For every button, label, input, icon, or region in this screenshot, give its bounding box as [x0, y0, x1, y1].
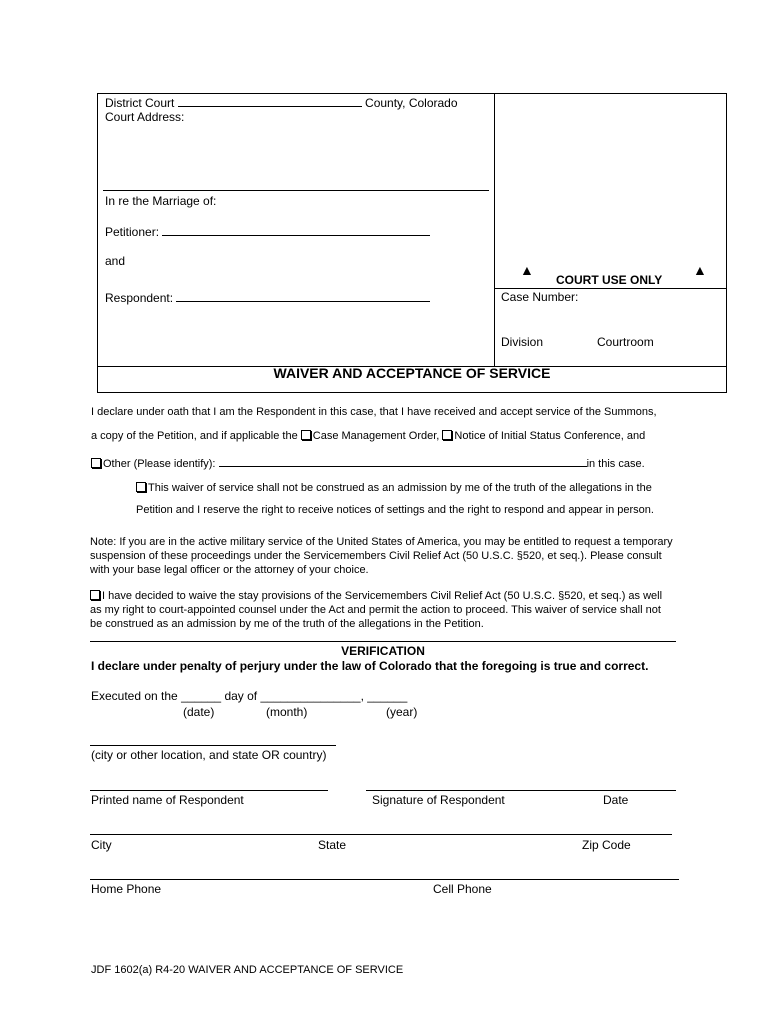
other-line: [91, 455, 645, 471]
date-caption: (date): [183, 705, 215, 719]
state-label: State: [318, 838, 347, 852]
and-label: and: [105, 254, 126, 268]
status-conference-label: Notice of Initial Status Conference, and: [454, 430, 646, 442]
county-field[interactable]: [178, 95, 362, 107]
verification-heading: VERIFICATION: [341, 644, 425, 658]
zip-label: Zip Code: [582, 838, 631, 852]
cell-phone-label: Cell Phone: [433, 882, 492, 896]
declaration-line-2-prefix: a copy of the Petition, and if applicable the: [91, 430, 298, 442]
court-address-label: Court Address:: [105, 110, 185, 124]
courtroom-label: Courtroom: [597, 335, 654, 349]
other-field[interactable]: [219, 455, 587, 467]
declaration-line-1: I declare under oath that I am the Respondent in this case, that I have received and accept service of the Summons,: [91, 406, 657, 418]
footer: JDF 1602(a) R4-20 WAIVER AND ACCEPTANCE OF SERVICE: [91, 964, 404, 976]
stay-waiver-paragraph: [90, 589, 675, 631]
stay-waiver-checkbox[interactable]: [90, 590, 100, 600]
respondent-field[interactable]: [176, 290, 430, 302]
case-management-label: Case Management Order,: [312, 430, 440, 442]
signature-label: Signature of Respondent: [372, 793, 505, 807]
signature-field[interactable]: [366, 790, 676, 791]
executed-on-line: Executed on the ______ day of _______________, ______: [91, 689, 408, 703]
home-phone-label: Home Phone: [91, 882, 162, 896]
in-this-case-label: in this case.: [586, 458, 645, 470]
other-label: Other (Please identify):: [103, 458, 216, 470]
district-court-prefix: District Court: [105, 96, 175, 110]
address-field[interactable]: [90, 834, 672, 835]
phone-field[interactable]: [90, 879, 679, 880]
respondent-label: Respondent:: [105, 291, 174, 305]
respondent-line: [105, 290, 430, 305]
verification-statement: I declare under penalty of perjury under the law of Colorado that the foregoing is true and correct.: [91, 659, 649, 673]
printed-name-label: Printed name of Respondent: [91, 793, 244, 807]
waiver-line-2: Petition and I reserve the right to receive notices of settings and the right to respond and appear in person.: [136, 504, 654, 516]
marriage-label: In re the Marriage of:: [105, 194, 217, 208]
court-use-only: COURT USE ONLY: [556, 273, 663, 287]
caption-divider: [494, 93, 495, 367]
page-title: WAIVER AND ACCEPTANCE OF SERVICE: [273, 365, 551, 381]
date-label: Date: [603, 793, 629, 807]
petitioner-label: Petitioner:: [105, 225, 160, 239]
address-rule: [103, 190, 489, 191]
verification-rule: [90, 641, 676, 642]
waiver-line-1: [136, 482, 652, 495]
military-note: Note: If you are in the active military service of the United States of America, you may be entitled to request a temporary suspension of these proceedings under the Servicemembers Civil Relief Act (50 U.S.C. §520, et seq.). Please consult with your base legal officer or the attorney of your choice.: [90, 536, 673, 576]
waiver-line-1-text: This waiver of service shall not be construed as an admission by me of the truth of the allegations in the: [148, 482, 652, 494]
declaration-line-2: [91, 430, 645, 443]
case-number-label: Case Number:: [501, 290, 579, 304]
division-label: Division: [501, 335, 544, 349]
district-court-line: [105, 95, 458, 110]
petitioner-line: [105, 224, 430, 239]
printed-name-field[interactable]: [90, 790, 328, 791]
stay-waiver-text: I have decided to waive the stay provisions of the Servicemembers Civil Relief Act (50 U.S.C. §520, et seq.) as well as my right to court-appointed counsel under the Act and permit the action to proceed. This waiver of service shall not be construed as an admission by me of the truth of the allegations in the Petition.: [90, 590, 663, 630]
case-management-checkbox[interactable]: [301, 430, 311, 440]
arrow-up-icon: ▲: [520, 262, 534, 278]
year-caption: (year): [386, 705, 418, 719]
location-field[interactable]: [90, 745, 336, 746]
other-checkbox[interactable]: [91, 458, 101, 468]
court-use-rule: [494, 288, 727, 289]
petitioner-field[interactable]: [162, 224, 430, 236]
city-label: City: [91, 838, 112, 852]
arrow-up-icon: ▲: [693, 262, 707, 278]
district-court-suffix: County, Colorado: [365, 96, 458, 110]
waiver-checkbox[interactable]: [136, 482, 146, 492]
month-caption: (month): [266, 705, 308, 719]
location-label: (city or other location, and state OR country): [91, 748, 327, 762]
status-conference-checkbox[interactable]: [442, 430, 452, 440]
